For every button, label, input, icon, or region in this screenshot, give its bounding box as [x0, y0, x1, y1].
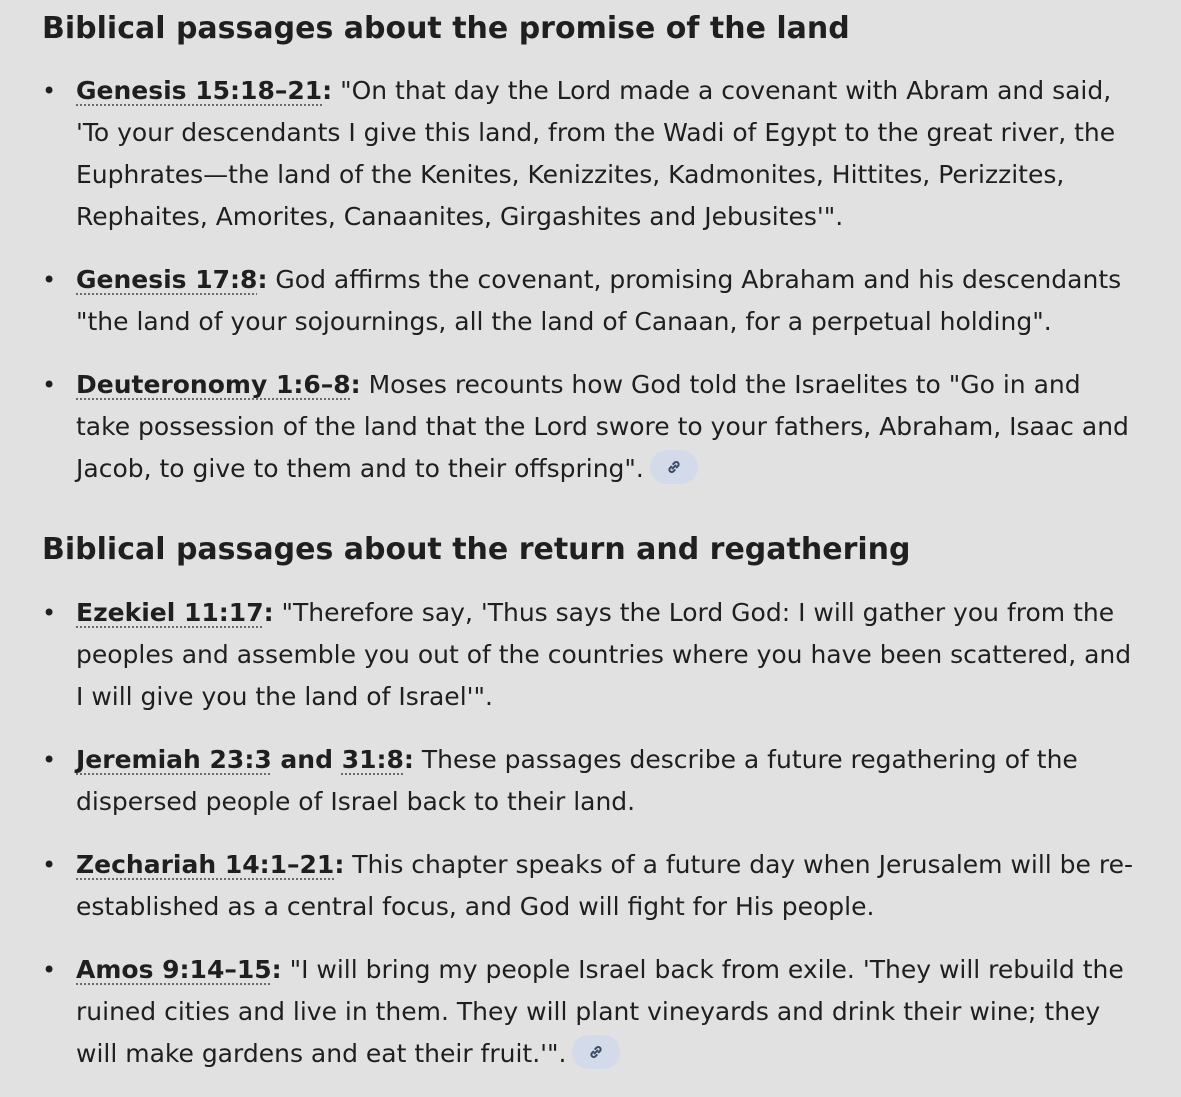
scripture-reference-link[interactable]: 31:8 [341, 745, 404, 774]
scripture-reference-link[interactable]: Amos 9:14–15 [76, 955, 272, 984]
passage-text: "I will bring my people Israel back from exile. 'They will rebuild the ruined cities and live in them. They will plant vineyards and drink their wine; they will make gardens and eat their fruit.'". [76, 955, 1124, 1068]
promise-passage-list [42, 70, 1142, 490]
bullet: • [42, 77, 57, 105]
source-link-chip[interactable] [572, 1035, 620, 1069]
bullet: • [42, 266, 57, 294]
bullet: • [42, 851, 57, 879]
reference-colon: : [263, 598, 274, 627]
list-item [42, 364, 1142, 490]
reference-colon: : [334, 850, 345, 879]
reference-colon: : [257, 265, 268, 294]
scripture-reference-link[interactable]: Ezekiel 11:17 [76, 598, 264, 627]
scripture-reference-link[interactable]: Genesis 15:18–21 [76, 76, 323, 105]
section-heading-return: Biblical passages about the return and regathering [42, 532, 911, 567]
scripture-reference-link[interactable]: Zechariah 14:1–21 [76, 850, 335, 879]
scripture-reference-link[interactable]: Genesis 17:8 [76, 265, 258, 294]
section-heading-promise: Biblical passages about the promise of the land [42, 11, 850, 46]
reference-conjunction: and [271, 745, 342, 774]
bullet: • [42, 746, 57, 774]
bullet: • [42, 371, 57, 399]
bullet: • [42, 956, 57, 984]
list-item [42, 844, 1142, 928]
link-icon [587, 1043, 605, 1061]
list-item [42, 259, 1142, 343]
source-link-chip[interactable] [650, 450, 698, 484]
reference-colon: : [403, 745, 414, 774]
passage-text: "On that day the Lord made a covenant with Abram and said, 'To your descendants I give this land, from the Wadi of Egypt to the great river, the Euphrates—the land of the Kenites, Kenizzites, Kadmonites, Hittites, Perizzites, Rephaites, Amorites, Canaanites, Girgashites and Jebusites'". [76, 76, 1116, 231]
list-item [42, 949, 1142, 1075]
link-icon [665, 458, 683, 476]
passage-text: This chapter speaks of a future day when Jerusalem will be re-established as a central focus, and God will fight for His people. [76, 850, 1133, 921]
list-item [42, 592, 1142, 718]
list-item [42, 739, 1142, 823]
reference-colon: : [350, 370, 361, 399]
list-item [42, 70, 1142, 238]
reference-colon: : [271, 955, 282, 984]
reference-colon: : [322, 76, 333, 105]
scripture-reference-link[interactable]: Jeremiah 23:3 [76, 745, 272, 774]
scripture-reference-link[interactable]: Deuteronomy 1:6–8 [76, 370, 351, 399]
passage-text: God affirms the covenant, promising Abraham and his descendants "the land of your sojournings, all the land of Canaan, for a perpetual holding". [76, 265, 1122, 336]
passage-text: Moses recounts how God told the Israelites to "Go in and take possession of the land that the Lord swore to your fathers, Abraham, Isaac and Jacob, to give to them and to their offspring". [76, 370, 1129, 483]
passage-text: These passages describe a future regathering of the dispersed people of Israel back to their land. [76, 745, 1078, 816]
passage-text: "Therefore say, 'Thus says the Lord God: I will gather you from the peoples and assemble you out of the countries where you have been scattered, and I will give you the land of Israel'". [76, 598, 1132, 711]
bullet: • [42, 599, 57, 627]
return-passage-list [42, 592, 1142, 1075]
